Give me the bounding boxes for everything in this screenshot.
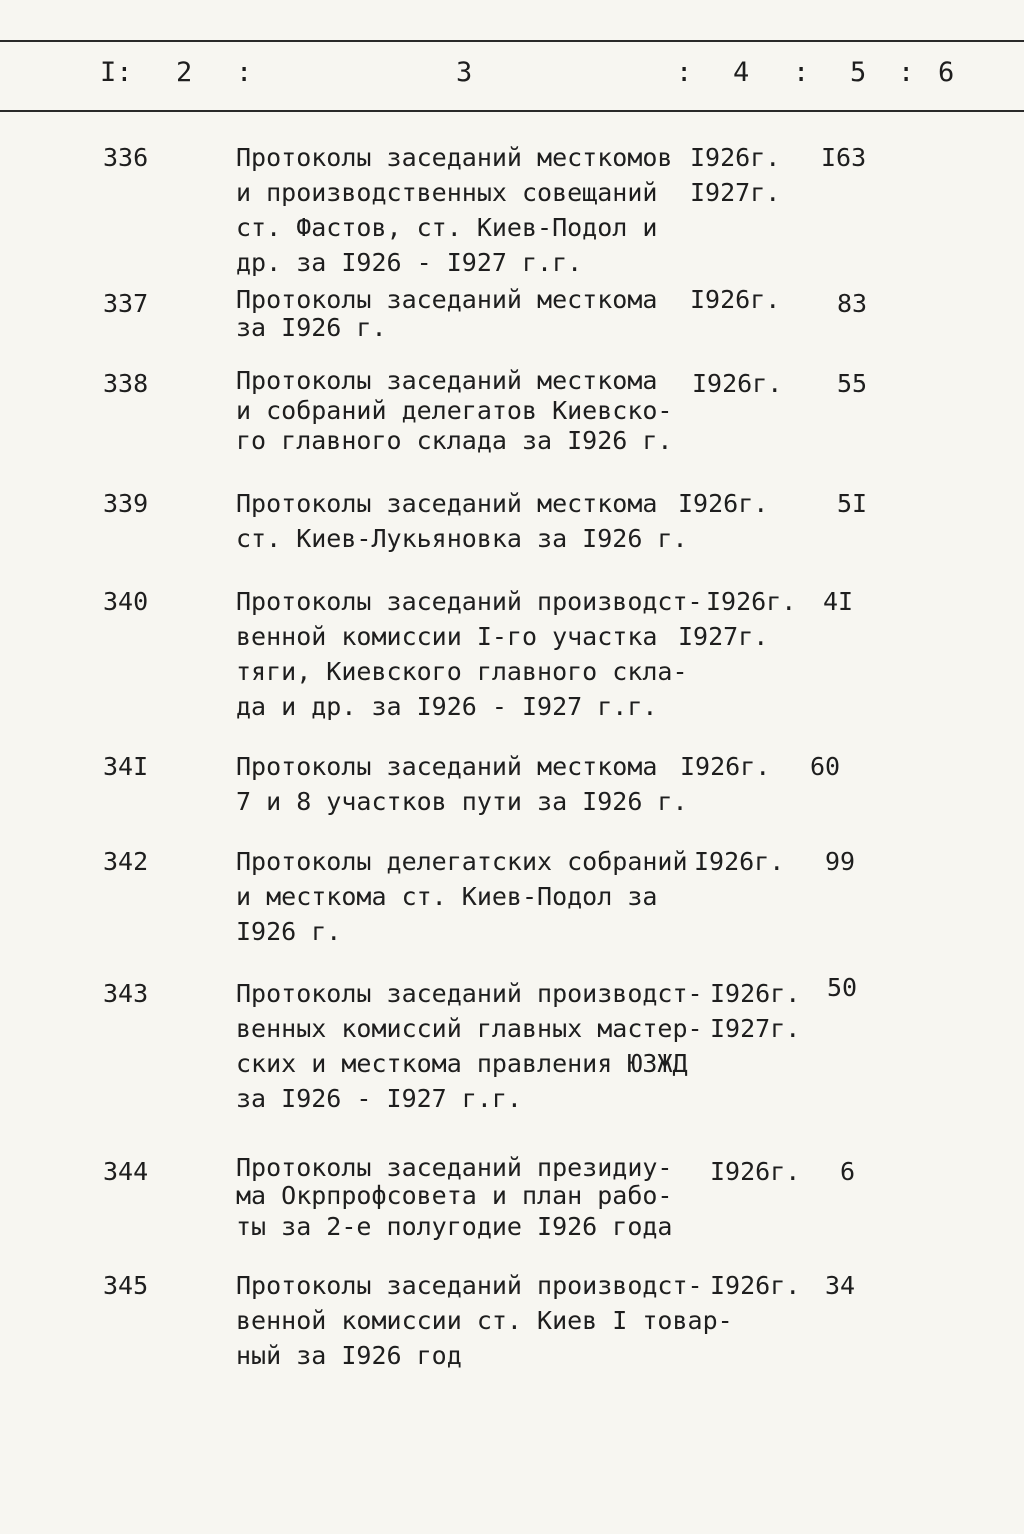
- entry-dates: I926г.: [680, 752, 771, 781]
- entry-sheets: 4I: [823, 587, 854, 616]
- entry-sheets: 5I: [837, 489, 868, 518]
- entry-title: Протоколы заседаний месткома и собраний делегатов Киевско- го главного склада за I926 г.: [236, 366, 673, 455]
- header-col3: 3: [456, 57, 473, 88]
- entry-sheets: 6: [840, 1157, 856, 1186]
- header-sep3: :: [793, 57, 810, 88]
- entry-sheets: 83: [837, 289, 868, 318]
- entry-number: 343: [103, 979, 149, 1008]
- entry-title: Протоколы заседаний месткомов и производственных совещаний ст. Фастов, ст. Киев-Подол и др. за I926 - I927 г.г.: [236, 143, 673, 277]
- entry-dates: I926г.: [690, 285, 781, 314]
- entry-sheets: 55: [837, 369, 868, 398]
- entry-dates: I926г.: [694, 847, 785, 876]
- entry-dates: I926г. I927г.: [690, 143, 781, 207]
- entry-number: 338: [103, 369, 149, 398]
- entry-number: 337: [103, 289, 149, 318]
- entry-dates: I926г.: [678, 489, 769, 518]
- header-sep4: :: [898, 57, 915, 88]
- entry-dates: I926г.: [710, 1157, 801, 1186]
- entry-title: Протоколы заседаний производст- венной комиссии ст. Киев I товар- ный за I926 год: [236, 1271, 733, 1370]
- header-top-rule: [0, 40, 1024, 42]
- entry-dates: I926г.: [692, 369, 783, 398]
- entry-number: 342: [103, 847, 149, 876]
- entry-sheets: 60: [810, 752, 841, 781]
- header-col2: 2: [176, 57, 193, 88]
- entry-number: 345: [103, 1271, 149, 1300]
- entry-dates: I926г. I927г.: [678, 587, 797, 651]
- header-sep2: :: [676, 57, 693, 88]
- entry-title: Протоколы заседаний месткома ст. Киев-Лукьяновка за I926 г.: [236, 489, 688, 553]
- entry-number: 34I: [103, 752, 149, 781]
- entry-title: Протоколы заседаний производст- венной комиссии I-го участка тяги, Киевского главного скла- да и др. за I926 - I927 г.г.: [236, 587, 703, 721]
- entry-title: Протоколы заседаний месткома 7 и 8 участков пути за I926 г.: [236, 752, 688, 816]
- header-col4: 4: [733, 57, 750, 88]
- header-col1: I:: [100, 57, 133, 88]
- entry-number: 339: [103, 489, 149, 518]
- entry-title: Протоколы заседаний месткома за I926 г.: [236, 285, 658, 342]
- entry-number: 344: [103, 1157, 149, 1186]
- header-bottom-rule: [0, 110, 1024, 112]
- entry-title: Протоколы делегатских собраний и месткома ст. Киев-Подол за I926 г.: [236, 847, 688, 946]
- entry-title: Протоколы заседаний президиу- ма Окрпрофсовета и план рабо- ты за 2-е полугодие I926 года: [236, 1153, 673, 1241]
- header-col5: 5: [850, 57, 867, 88]
- entry-sheets: 50: [827, 973, 858, 1002]
- entry-number: 340: [103, 587, 149, 616]
- entry-sheets: 99: [825, 847, 856, 876]
- entry-title: Протоколы заседаний производст- венных комиссий главных мастер- ских и месткома правления ЮЗЖД за I926 - I927 г.г.: [236, 979, 703, 1113]
- entry-dates: I926г. I927г.: [710, 979, 801, 1043]
- entry-number: 336: [103, 143, 149, 172]
- entry-sheets: I63: [821, 143, 867, 172]
- header-sep1: :: [236, 57, 253, 88]
- header-col6: 6: [938, 57, 955, 88]
- entry-dates: I926г.: [710, 1271, 801, 1300]
- entry-sheets: 34: [825, 1271, 856, 1300]
